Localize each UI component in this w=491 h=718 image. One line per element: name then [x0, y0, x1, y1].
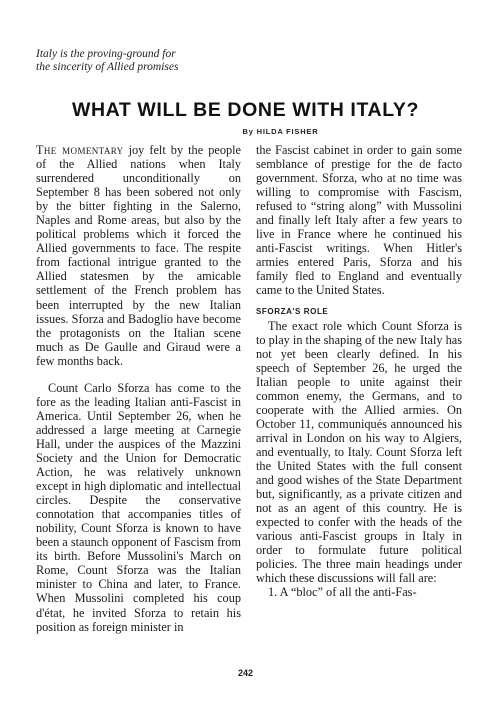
paragraph-1: [36, 143, 241, 368]
paragraph-1-body: joy felt by the people of the Allied nations when Italy surrendered unconditionally on September 8 has been sobered not only by the bitter fighting in the Salerno, Naples and Rome areas, but also by the political problems which it forced the Allied governments to face. The respite from factional intrigue granted to the Allied statesmen by the amicable settlement of the French problem has been interrupted by the new Italian issues. Sforza and Badoglio have become the protagonists on the Italian scene much as De Gaulle and Giraud were a few months back.: [36, 143, 241, 368]
page-number: 242: [237, 668, 254, 678]
paragraph-4: The exact role which Count Sforza is to play in the shaping of the new Italy has not yet been clearly defined. In his speech of September 26, he urged the Italian people to unite against their common enemy, the Germans, and to cooperate with the Allied armies. On October 11, communiqués announced his arrival in London on his way to Algiers, and eventually, to Italy. Count Sforza left the United States with the full consent and good wishes of the State Department but, significantly, as a private citizen and not as an agent of this country. He is expected to confer with the heads of the various anti-Fascist groups in Italy in order to formulate future political policies. The three main headings under which these discussions will fall are:: [256, 318, 462, 586]
right-column: [256, 143, 462, 599]
kicker-line-2: the sincerity of Allied promises: [36, 61, 179, 73]
article-headline: WHAT WILL BE DONE WITH ITALY?: [71, 99, 420, 121]
paragraph-2: Count Carlo Sforza has come to the fore as the leading Italian anti-Fascist in America. Until September 26, when he addressed a large meeting at Carnegie Hall, under the auspices of the Mazzini Society and the Union for Democratic Action, he was relatively unknown except in high diplomatic and intellectual circles. Despite the conservative connotation that accompanies titles of nobility, Count Sforza is known to have been a staunch opponent of Fascism from its birth. Before Mussolini's March on Rome, Count Sforza was the Italian minister to China and later, to France. When Mussolini completed his coup d'état, he invited Sforza to retain his position as foreign minister in: [36, 380, 241, 634]
paragraph-5: 1. A “bloc” of all the anti-Fas-: [268, 585, 417, 600]
section-subhead: SFORZA'S ROLE: [256, 306, 329, 316]
kicker-line-1: Italy is the proving-ground for: [36, 48, 176, 60]
article-byline: By HILDA FISHER: [242, 127, 319, 136]
kicker: [36, 48, 296, 74]
left-column: [36, 143, 241, 634]
paragraph-1-lead: The momentary: [36, 143, 124, 157]
paragraph-3: the Fascist cabinet in order to gain some semblance of prestige for the de facto government. Sforza, who at no time was willing to compromise with Fascism, refused to “string along” with Mussolini and finally left Italy after a few years to live in France where he continued his anti-Fascist writings. When Hitler's armies entered Paris, Sforza and his family fled to England and eventually came to the United States.: [256, 143, 462, 298]
